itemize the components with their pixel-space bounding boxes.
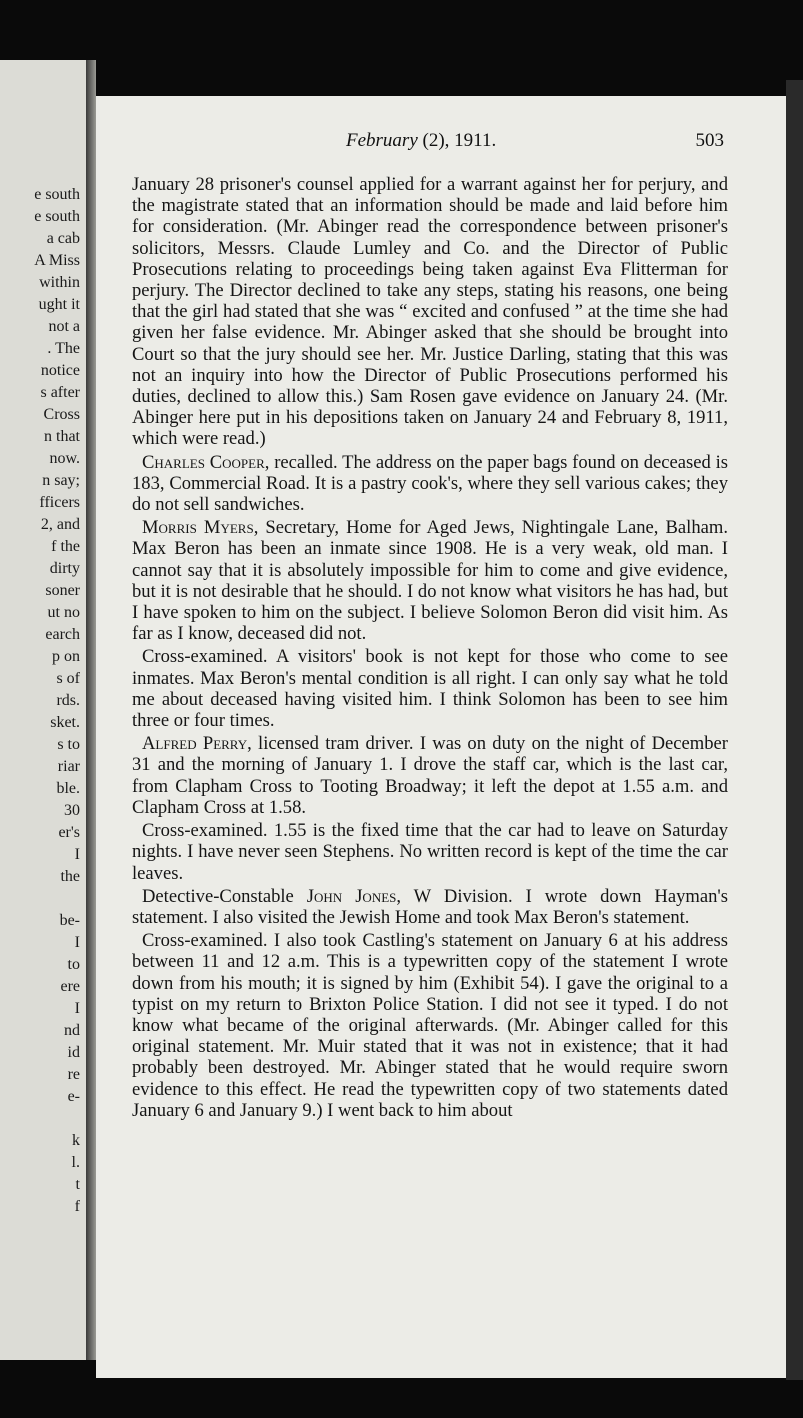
facing-page-line: . The [47, 340, 80, 357]
facing-page-line: s after [40, 384, 80, 401]
facing-page-line: ble. [56, 780, 80, 797]
facing-page-line: ere [60, 978, 80, 995]
facing-page-line: a cab [46, 230, 80, 247]
facing-page-line: t [75, 1176, 80, 1193]
facing-page-line: I [74, 934, 80, 951]
facing-page-line: riar [57, 758, 80, 775]
facing-page-line: 2, and [40, 516, 80, 533]
facing-page-line: nd [64, 1022, 80, 1039]
facing-page-line: I [74, 1000, 80, 1017]
facing-page-line: n that [44, 428, 80, 445]
facing-page-line: e south [34, 186, 80, 203]
paragraph-text: , Secretary, Home for Aged Jews, Nightingale Lane, Balham. Max Beron has been an inmate since 1908. He is a very weak, old man. I cannot say that it is absolutely impossible for him to come and give evidence, but it is not desirable that he should. I do not know what visitors he has had, but I have spoken to him on the subject. I believe Solomon Beron did visit him. As far as I know, deceased did not. [132, 517, 728, 645]
facing-page-line: to [67, 956, 80, 973]
facing-page-line: the [60, 868, 80, 885]
witness-name: Alfred Perry [142, 733, 248, 755]
paragraph [132, 820, 728, 884]
facing-page-line: s of [56, 670, 80, 687]
header-month: February [346, 130, 423, 151]
facing-page-line: dirty [49, 560, 80, 577]
paragraph-text: , W Division. I wrote down Hayman's statement. I also visited the Jewish Home and took Max Beron's statement. [132, 885, 728, 928]
page-header-title [346, 130, 496, 152]
page-edge-shadow [786, 80, 803, 1380]
facing-page-line: ut no [47, 604, 80, 621]
paragraph-text: Cross-examined. I also took Castling's statement on January 6 at his address between 11 and 12 a.m. This is a typewritten copy of the statement I wrote down from his mouth; it is signed by him (Exhibit 54). I gave the original to a typist on my return to Brixton Police Station. I did not see it typed. I do not know what became of the original afterwards. (Mr. Abinger called for this original statement. Mr. Muir stated that it was not in existence; that it had probably been destroyed. Mr. Abinger stated that he would require sworn evidence to this effect. He read the typewritten copy of two statements dated January 6 and January 9.) I went back to him about [132, 930, 728, 1121]
header-date: (2), 1911. [422, 130, 497, 151]
paragraph [132, 174, 728, 450]
paragraph [132, 452, 728, 516]
paragraph-text: January 28 prisoner's counsel applied for a warrant against her for perjury, and the magistrate stated that an information should be made and laid before him for consideration. (Mr. Abinger read the correspondence between prisoner's solicitors, Messrs. Claude Lumley and Co. and the Director of Public Prosecutions relating to proceedings being taken against Eva Flitterman for perjury. The Director declined to take any steps, stating his reasons, one being that the girl had stated that she was “ excited and confused ” at the time she had given her false evidence. Mr. Abinger asked that she should be brought into Court so that the jury should see her. Mr. Justice Darling, stating that this was not an inquiry into how the Director of Public Prosecutions performed his duties, declined to allow this.) Sam Rosen gave evidence on January 24. (Mr. Abinger here put in his depositions taken on January 24 and February 8, 1911, which were read.) [132, 174, 728, 450]
paragraph [132, 886, 728, 928]
facing-page-line: now. [49, 450, 80, 467]
facing-page-line: re [67, 1066, 80, 1083]
paragraph-text: , recalled. The address on the paper bags found on deceased is 183, Commercial Road. It is a pastry cook's, where they sell various cakes; they do not sell sandwiches. [132, 451, 728, 516]
paragraph-text: Detective-Constable [142, 885, 307, 907]
facing-page-line: not a [48, 318, 80, 335]
facing-page-fragment [0, 60, 88, 1360]
facing-page-line: soner [45, 582, 80, 599]
paragraph-text: Cross-examined. 1.55 is the fixed time that the car had to leave on Saturday nights. I have never seen Stephens. No written record is kept of the time the car leaves. [132, 820, 728, 884]
document-page [96, 96, 786, 1378]
running-header [96, 130, 786, 158]
facing-page-line: sket. [50, 714, 80, 731]
facing-page-line: fficers [39, 494, 80, 511]
facing-page-line: e south [34, 208, 80, 225]
witness-name: Charles Cooper [142, 451, 265, 473]
paragraph [132, 646, 728, 731]
book-gutter [86, 60, 96, 1360]
facing-page-line: Cross [43, 406, 80, 423]
facing-page-line: rds. [56, 692, 80, 709]
paragraph [132, 733, 728, 818]
facing-page-line: I [74, 846, 80, 863]
page-number: 503 [695, 130, 724, 151]
paragraph-text: Cross-examined. A visitors' book is not kept for those who come to see inmates. Max Beron's mental condition is all right. I can only say what he told me about deceased having visited him. I think Solomon has been to see him three or four times. [132, 646, 728, 732]
paragraph [132, 930, 728, 1121]
facing-page-line: ught it [38, 296, 80, 313]
facing-page-line: f the [51, 538, 80, 555]
facing-page-line: s to [57, 736, 80, 753]
facing-page-line: l. [71, 1154, 80, 1171]
facing-page-line: k [72, 1132, 80, 1149]
facing-page-line: e- [67, 1088, 80, 1105]
witness-name: Morris Myers [142, 517, 254, 539]
facing-page-line: n say; [42, 472, 80, 489]
facing-page-line: be- [59, 912, 80, 929]
facing-page-line: id [67, 1044, 80, 1061]
facing-page-line: f [74, 1198, 80, 1215]
witness-name: John Jones [306, 885, 397, 907]
facing-page-line: notice [40, 362, 80, 379]
paragraph-text: , licensed tram driver. I was on duty on the night of December 31 and the morning of January 1. I drove the staff car, which is the last car, from Clapham Cross to Tooting Broadway; it left the depot at 1.55 a.m. and Clapham Cross at 1.58. [132, 733, 728, 818]
facing-page-line: earch [45, 626, 80, 643]
facing-page-line: er's [58, 824, 80, 841]
body-text [132, 174, 728, 1123]
facing-page-line: p on [52, 648, 80, 665]
facing-page-line: 30 [64, 802, 80, 819]
facing-page-line: A Miss [34, 252, 80, 269]
paragraph [132, 517, 728, 644]
facing-page-line: within [39, 274, 80, 291]
